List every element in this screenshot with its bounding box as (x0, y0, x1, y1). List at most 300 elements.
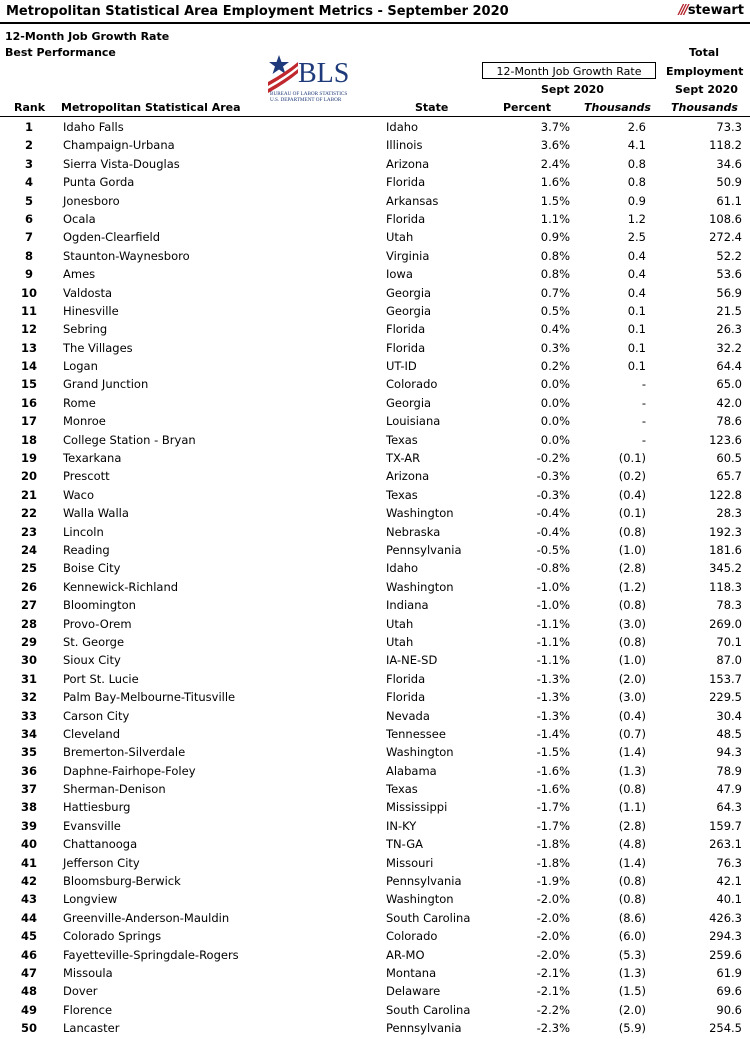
employment-cell: 60.5 (716, 451, 742, 466)
thousands-cell: (1.3) (618, 965, 646, 980)
table-row (0, 542, 750, 560)
state-cell: South Carolina (386, 1002, 471, 1017)
thousands-cell: (4.8) (618, 837, 646, 852)
rank-cell: 11 (20, 303, 37, 318)
thousands-cell: 0.1 (627, 340, 646, 355)
msa-cell: St. George (63, 634, 125, 649)
employment-cell: 254.5 (709, 1021, 742, 1036)
rank-cell: 37 (20, 782, 37, 797)
table-row (0, 708, 750, 726)
employment-cell: 48.5 (716, 726, 742, 741)
thousands-cell: (0.2) (618, 469, 646, 484)
state-cell: Georgia (386, 285, 432, 300)
table-row (0, 671, 750, 689)
state-cell: Washington (386, 579, 454, 594)
msa-cell: Sioux City (63, 653, 121, 668)
percent-cell: -2.1% (536, 984, 570, 999)
msa-cell: Valdosta (63, 285, 113, 300)
table-row (0, 119, 750, 137)
employment-cell: 73.3 (716, 120, 742, 134)
state-cell: Arizona (386, 156, 430, 171)
state-cell: Texas (386, 782, 418, 797)
table-row (0, 1020, 750, 1038)
table-row (0, 303, 750, 321)
table-body (0, 119, 750, 1039)
state-cell: Indiana (386, 598, 429, 613)
header-sept-2020-growth: Sept 2020 (541, 83, 604, 96)
thousands-cell: (1.2) (618, 579, 646, 594)
table-row (0, 744, 750, 762)
rank-cell: 10 (20, 285, 37, 300)
table-row (0, 855, 750, 873)
table-row (0, 726, 750, 744)
employment-cell: 61.1 (716, 193, 742, 208)
table-row (0, 321, 750, 339)
header-thousands-growth: Thousands (584, 101, 651, 114)
table-row (0, 193, 750, 211)
state-cell: Idaho (386, 561, 419, 576)
table-row (0, 137, 750, 155)
table-row (0, 450, 750, 468)
employment-cell: 229.5 (709, 690, 742, 705)
rank-cell: 8 (24, 248, 33, 263)
thousands-cell: (1.4) (618, 855, 646, 870)
employment-cell: 65.7 (716, 469, 742, 484)
msa-cell: Provo-Orem (63, 616, 132, 631)
rank-cell: 42 (20, 874, 37, 889)
rank-cell: 40 (20, 837, 37, 852)
table-row (0, 432, 750, 450)
header-rank: Rank (14, 101, 46, 114)
rank-cell: 18 (20, 432, 37, 447)
percent-cell: -2.1% (536, 965, 570, 980)
employment-cell: 42.0 (716, 395, 742, 410)
rank-cell: 25 (20, 561, 37, 576)
table-row (0, 505, 750, 523)
percent-cell: -1.3% (536, 708, 570, 723)
percent-cell: -1.1% (536, 616, 570, 631)
rank-cell: 9 (24, 267, 33, 282)
state-cell: Florida (386, 175, 426, 190)
state-cell: Arkansas (386, 193, 439, 208)
rank-cell: 46 (20, 947, 37, 962)
msa-cell: Missoula (63, 965, 113, 980)
subtitle-performance: Best Performance (5, 46, 116, 59)
percent-cell: -2.0% (536, 947, 570, 962)
thousands-cell: (1.1) (618, 800, 646, 815)
msa-cell: Jefferson City (63, 855, 140, 870)
percent-cell: -1.6% (536, 763, 570, 778)
msa-cell: Fayetteville-Springdale-Rogers (63, 947, 239, 962)
employment-cell: 153.7 (709, 671, 742, 686)
msa-cell: Evansville (63, 818, 121, 833)
msa-cell: Staunton-Waynesboro (63, 248, 190, 263)
thousands-cell: - (641, 377, 646, 392)
state-cell: AR-MO (386, 947, 425, 962)
percent-cell: -1.5% (536, 745, 570, 760)
thousands-cell: (0.1) (618, 506, 646, 521)
percent-cell: -1.7% (536, 800, 570, 815)
thousands-cell: (0.8) (618, 598, 646, 613)
table-row (0, 910, 750, 928)
msa-cell: Kennewick-Richland (63, 579, 179, 594)
percent-cell: -2.0% (536, 892, 570, 907)
table-row (0, 413, 750, 431)
state-cell: Delaware (386, 984, 441, 999)
state-cell: TN-GA (386, 837, 423, 852)
employment-cell: 21.5 (716, 303, 742, 318)
state-cell: Tennessee (386, 726, 446, 741)
percent-cell: 3.6% (540, 138, 570, 153)
rank-cell: 5 (24, 193, 33, 208)
employment-cell: 47.9 (716, 782, 742, 797)
employment-cell: 70.1 (716, 634, 742, 649)
table-row (0, 395, 750, 413)
percent-cell: 0.0% (540, 377, 570, 392)
thousands-cell: (0.4) (618, 708, 646, 723)
state-cell: Montana (386, 965, 437, 980)
rank-cell: 7 (24, 230, 33, 245)
thousands-cell: - (641, 414, 646, 429)
thousands-cell: 0.8 (627, 175, 646, 190)
msa-cell: The Villages (63, 340, 133, 355)
employment-cell: 28.3 (716, 506, 742, 521)
msa-cell: Jonesboro (63, 193, 120, 208)
state-cell: UT-ID (386, 359, 417, 374)
state-cell: Texas (386, 432, 418, 447)
employment-cell: 345.2 (709, 561, 742, 576)
stewart-logo (679, 3, 744, 18)
employment-cell: 50.9 (716, 175, 742, 190)
rank-cell: 48 (20, 984, 37, 999)
thousands-cell: 2.6 (627, 120, 646, 134)
state-cell: Utah (386, 634, 414, 649)
employment-cell: 426.3 (709, 910, 742, 925)
thousands-cell: 0.4 (627, 267, 646, 282)
state-cell: Georgia (386, 303, 432, 318)
employment-cell: 56.9 (716, 285, 742, 300)
employment-cell: 192.3 (709, 524, 742, 539)
percent-cell: 0.8% (540, 267, 570, 282)
employment-cell: 159.7 (709, 818, 742, 833)
thousands-cell: (1.0) (618, 542, 646, 557)
employment-cell: 259.6 (709, 947, 742, 962)
table-row (0, 468, 750, 486)
bls-line2: U.S. DEPARTMENT OF LABOR (270, 97, 342, 102)
thousands-cell: (1.0) (618, 653, 646, 668)
employment-cell: 32.2 (716, 340, 742, 355)
percent-cell: 0.2% (540, 359, 570, 374)
state-cell: Virginia (386, 248, 430, 263)
percent-cell: -2.0% (536, 910, 570, 925)
percent-cell: -2.3% (536, 1021, 570, 1036)
table-row (0, 248, 750, 266)
msa-cell: Cleveland (63, 726, 121, 741)
percent-cell: 0.5% (540, 303, 570, 318)
msa-cell: Punta Gorda (63, 175, 135, 190)
thousands-cell: - (641, 395, 646, 410)
rank-cell: 4 (24, 175, 33, 190)
state-cell: Nevada (386, 708, 430, 723)
percent-cell: 3.7% (540, 120, 570, 134)
percent-cell: 0.8% (540, 248, 570, 263)
state-cell: Pennsylvania (386, 542, 462, 557)
msa-cell: College Station - Bryan (63, 432, 196, 447)
employment-cell: 87.0 (716, 653, 742, 668)
employment-cell: 69.6 (716, 984, 742, 999)
thousands-cell: 0.4 (627, 285, 646, 300)
employment-cell: 61.9 (716, 965, 742, 980)
rank-cell: 44 (20, 910, 37, 925)
employment-cell: 52.2 (716, 248, 742, 263)
employment-cell: 64.3 (716, 800, 742, 815)
rank-cell: 36 (20, 763, 37, 778)
thousands-cell: (3.0) (618, 616, 646, 631)
bls-letters: BLS (298, 58, 350, 89)
employment-cell: 108.6 (709, 211, 742, 226)
msa-cell: Reading (63, 542, 110, 557)
rank-cell: 35 (20, 745, 37, 760)
table-row (0, 799, 750, 817)
employment-cell: 78.3 (716, 598, 742, 613)
thousands-cell: - (641, 432, 646, 447)
employment-cell: 181.6 (709, 542, 742, 557)
rank-cell: 22 (20, 506, 37, 521)
employment-cell: 272.4 (709, 230, 742, 245)
table-row (0, 983, 750, 1001)
table-row (0, 285, 750, 303)
table-row (0, 1002, 750, 1020)
thousands-cell: 1.2 (627, 211, 646, 226)
table-row (0, 524, 750, 542)
percent-cell: -0.4% (536, 506, 570, 521)
rank-cell: 6 (24, 211, 33, 226)
rank-cell: 39 (20, 818, 37, 833)
state-cell: Colorado (386, 929, 438, 944)
employment-cell: 40.1 (716, 892, 742, 907)
msa-cell: Sebring (63, 322, 108, 337)
rank-cell: 32 (20, 690, 37, 705)
percent-cell: -1.0% (536, 579, 570, 594)
rank-cell: 12 (20, 322, 37, 337)
table-row (0, 579, 750, 597)
rank-cell: 23 (20, 524, 37, 539)
rank-cell: 14 (20, 359, 37, 374)
percent-cell: 0.0% (540, 395, 570, 410)
msa-cell: Boise City (63, 561, 121, 576)
table-row (0, 928, 750, 946)
state-cell: Utah (386, 230, 414, 245)
thousands-cell: (0.7) (618, 726, 646, 741)
header-sept-2020-employment: Sept 2020 (675, 83, 738, 96)
percent-cell: -2.0% (536, 929, 570, 944)
msa-cell: Champaign-Urbana (63, 138, 175, 153)
rank-cell: 17 (20, 414, 37, 429)
rank-cell: 30 (20, 653, 37, 668)
msa-cell: Carson City (63, 708, 130, 723)
msa-cell: Sierra Vista-Douglas (63, 156, 180, 171)
table-row (0, 965, 750, 983)
percent-cell: 2.4% (540, 156, 570, 171)
table-row (0, 487, 750, 505)
percent-cell: -0.4% (536, 524, 570, 539)
employment-cell: 53.6 (716, 267, 742, 282)
employment-cell: 90.6 (716, 1002, 742, 1017)
rank-cell: 3 (24, 156, 33, 171)
state-cell: Colorado (386, 377, 438, 392)
state-cell: South Carolina (386, 910, 471, 925)
rank-cell: 13 (20, 340, 37, 355)
rank-cell: 24 (20, 542, 37, 557)
table-row (0, 229, 750, 247)
rank-cell: 20 (20, 469, 37, 484)
percent-cell: -1.3% (536, 671, 570, 686)
thousands-cell: (0.4) (618, 487, 646, 502)
msa-cell: Greenville-Anderson-Mauldin (63, 910, 230, 925)
thousands-cell: (0.8) (618, 634, 646, 649)
table-row (0, 781, 750, 799)
percent-cell: -2.2% (536, 1002, 570, 1017)
msa-cell: Hattiesburg (63, 800, 131, 815)
state-cell: Utah (386, 616, 414, 631)
thousands-cell: (3.0) (618, 690, 646, 705)
thousands-cell: 0.1 (627, 303, 646, 318)
percent-cell: 0.9% (540, 230, 570, 245)
employment-cell: 118.2 (709, 138, 742, 153)
percent-cell: -1.9% (536, 874, 570, 889)
table-row (0, 340, 750, 358)
msa-cell: Lancaster (63, 1021, 120, 1036)
thousands-cell: 0.1 (627, 322, 646, 337)
msa-cell: Grand Junction (63, 377, 149, 392)
table-row (0, 211, 750, 229)
subtitle-metric: 12-Month Job Growth Rate (5, 30, 170, 43)
percent-cell: 1.5% (540, 193, 570, 208)
percent-cell: 1.1% (540, 211, 570, 226)
table-row (0, 873, 750, 891)
rank-cell: 21 (20, 487, 37, 502)
bls-logo (264, 52, 360, 102)
employment-cell: 294.3 (709, 929, 742, 944)
state-cell: Florida (386, 340, 426, 355)
msa-cell: Hinesville (63, 303, 119, 318)
table-row (0, 174, 750, 192)
rank-cell: 49 (20, 1002, 37, 1017)
rank-cell: 31 (20, 671, 37, 686)
title-bar (0, 0, 750, 24)
msa-cell: Ames (63, 267, 96, 282)
msa-cell: Idaho Falls (63, 120, 124, 134)
msa-cell: Waco (63, 487, 95, 502)
thousands-cell: 2.5 (627, 230, 646, 245)
state-cell: Arizona (386, 469, 430, 484)
employment-cell: 26.3 (716, 322, 742, 337)
table-row (0, 616, 750, 634)
percent-cell: -1.7% (536, 818, 570, 833)
stewart-logo-mark: /// (678, 3, 687, 18)
header-rule (0, 116, 750, 117)
rank-cell: 50 (20, 1021, 37, 1036)
employment-cell: 65.0 (716, 377, 742, 392)
employment-cell: 30.4 (716, 708, 742, 723)
header-employment: Employment (666, 65, 744, 78)
thousands-cell: (1.4) (618, 745, 646, 760)
percent-cell: -0.2% (536, 451, 570, 466)
msa-cell: Bloomington (63, 598, 136, 613)
msa-cell: Bremerton-Silverdale (63, 745, 186, 760)
state-cell: Illinois (386, 138, 423, 153)
msa-cell: Lincoln (63, 524, 104, 539)
thousands-cell: (8.6) (618, 910, 646, 925)
msa-cell: Sherman-Denison (63, 782, 166, 797)
thousands-cell: 4.1 (627, 138, 646, 153)
rank-cell: 47 (20, 965, 37, 980)
thousands-cell: 0.8 (627, 156, 646, 171)
msa-cell: Daphne-Fairhope-Foley (63, 763, 196, 778)
employment-cell: 78.6 (716, 414, 742, 429)
state-cell: Alabama (386, 763, 437, 778)
msa-cell: Chattanooga (63, 837, 138, 852)
state-cell: Florida (386, 322, 426, 337)
table-row (0, 266, 750, 284)
state-cell: Washington (386, 892, 454, 907)
table-row (0, 156, 750, 174)
thousands-cell: 0.4 (627, 248, 646, 263)
msa-cell: Monroe (63, 414, 106, 429)
msa-cell: Walla Walla (63, 506, 129, 521)
rank-cell: 33 (20, 708, 37, 723)
employment-cell: 78.9 (716, 763, 742, 778)
percent-cell: 0.4% (540, 322, 570, 337)
employment-cell: 118.3 (709, 579, 742, 594)
header-percent: Percent (503, 101, 552, 114)
msa-cell: Texarkana (63, 451, 122, 466)
employment-cell: 34.6 (716, 156, 742, 171)
table-row (0, 597, 750, 615)
rank-cell: 28 (20, 616, 37, 631)
employment-cell: 94.3 (716, 745, 742, 760)
title-rule (0, 22, 750, 24)
state-cell: Washington (386, 745, 454, 760)
percent-cell: -1.3% (536, 690, 570, 705)
state-cell: Florida (386, 211, 426, 226)
percent-cell: -1.6% (536, 782, 570, 797)
employment-cell: 42.1 (716, 874, 742, 889)
thousands-cell: (5.3) (618, 947, 646, 962)
state-cell: IA-NE-SD (386, 653, 438, 668)
percent-cell: 0.0% (540, 414, 570, 429)
msa-cell: Ogden-Clearfield (63, 230, 161, 245)
state-cell: Nebraska (386, 524, 441, 539)
thousands-cell: (2.8) (618, 561, 646, 576)
state-cell: Florida (386, 671, 426, 686)
state-cell: Texas (386, 487, 418, 502)
table-row (0, 376, 750, 394)
employment-cell: 122.8 (709, 487, 742, 502)
percent-cell: 0.7% (540, 285, 570, 300)
state-cell: Washington (386, 506, 454, 521)
table-row (0, 836, 750, 854)
rank-cell: 19 (20, 451, 37, 466)
rank-cell: 26 (20, 579, 37, 594)
percent-cell: -1.1% (536, 653, 570, 668)
thousands-cell: 0.9 (627, 193, 646, 208)
thousands-cell: (0.8) (618, 524, 646, 539)
employment-cell: 76.3 (716, 855, 742, 870)
msa-cell: Florence (63, 1002, 113, 1017)
state-cell: Louisiana (386, 414, 441, 429)
percent-cell: -1.4% (536, 726, 570, 741)
